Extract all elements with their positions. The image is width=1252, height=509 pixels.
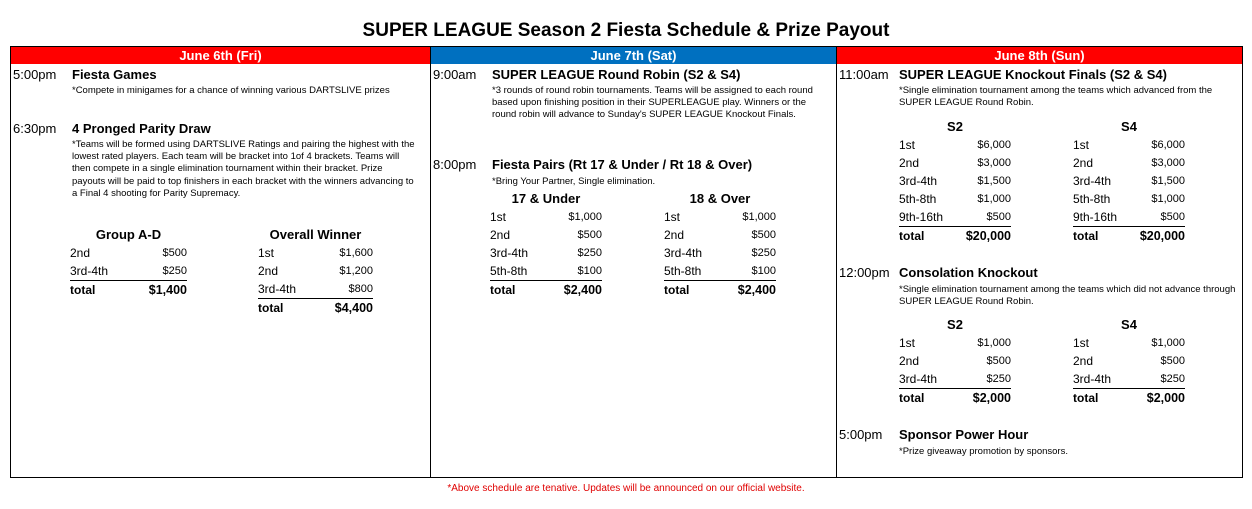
prize-place: 5th-8th: [1073, 192, 1111, 206]
event-time: 11:00am: [839, 67, 889, 82]
prize-total: $2,400: [737, 283, 776, 297]
prize-place: 3rd-4th: [490, 246, 529, 260]
prize-amount: $250: [162, 265, 187, 277]
prize-total-row: [899, 227, 1011, 245]
event-time: 5:00pm: [13, 67, 57, 82]
event-name: Fiesta Pairs (Rt 17 & Under / Rt 18 & Over): [492, 157, 753, 172]
prize-amount: $500: [162, 247, 187, 259]
prize-amount: $250: [577, 247, 602, 259]
prize-table-title: S2: [947, 317, 963, 332]
prize-total-row: [490, 281, 602, 299]
prize-row: [1073, 154, 1185, 172]
prize-total-label: total: [70, 283, 96, 297]
prize-row: [664, 244, 776, 262]
prize-place: 3rd-4th: [1073, 372, 1112, 386]
prize-row: [899, 370, 1011, 389]
prize-row: [258, 262, 373, 280]
prize-amount: $500: [1160, 355, 1185, 367]
prize-row: [1073, 334, 1185, 352]
prize-amount: $250: [986, 373, 1011, 385]
prize-table-knockout-s4: [1073, 118, 1185, 245]
prize-total: $1,400: [148, 283, 187, 297]
prize-place: 1st: [899, 138, 916, 152]
prize-row: [490, 262, 602, 281]
prize-amount: $1,500: [977, 175, 1011, 187]
prize-amount: $1,000: [1151, 337, 1185, 349]
event-name: SUPER LEAGUE Round Robin (S2 & S4): [492, 67, 741, 82]
prize-table-group-a-d: [70, 226, 187, 299]
event-name: SUPER LEAGUE Knockout Finals (S2 & S4): [899, 67, 1167, 82]
prize-place: 2nd: [1073, 156, 1094, 170]
prize-total-row: [664, 281, 776, 299]
prize-place: 2nd: [70, 246, 91, 260]
day-column-fri: [11, 47, 431, 477]
prize-place: 2nd: [899, 354, 920, 368]
prize-total-row: [258, 299, 373, 317]
prize-amount: $6,000: [977, 139, 1011, 151]
prize-total-row: [70, 281, 187, 299]
day-header: June 7th (Sat): [431, 47, 836, 64]
prize-total: $2,000: [1146, 391, 1185, 405]
prize-row: [70, 244, 187, 262]
prize-total-label: total: [490, 283, 516, 297]
day-header: June 8th (Sun): [837, 47, 1242, 64]
event-time: 6:30pm: [13, 121, 57, 136]
prize-table-18-over: [664, 190, 776, 299]
prize-table-title: 17 & Under: [511, 191, 581, 206]
prize-place: 1st: [1073, 336, 1090, 350]
prize-row: [899, 136, 1011, 154]
prize-amount: $100: [577, 265, 602, 277]
schedule-grid: [10, 46, 1243, 478]
prize-row: [1073, 136, 1185, 154]
prize-row: [664, 208, 776, 226]
event-time: 9:00am: [433, 67, 477, 82]
prize-row: [70, 262, 187, 281]
event-description: *Compete in minigames for a chance of winning various DARTSLIVE prizes: [72, 85, 390, 96]
prize-row: [258, 244, 373, 262]
prize-place: 3rd-4th: [258, 282, 297, 296]
prize-total-label: total: [1073, 229, 1099, 243]
prize-place: 5th-8th: [899, 192, 937, 206]
prize-place: 3rd-4th: [70, 264, 109, 278]
prize-place: 2nd: [490, 228, 511, 242]
prize-row: [1073, 172, 1185, 190]
prize-total-label: total: [1073, 391, 1099, 405]
prize-total-row: [899, 389, 1011, 407]
prize-amount: $1,000: [977, 193, 1011, 205]
prize-place: 3rd-4th: [1073, 174, 1112, 188]
event-description: *Single elimination tournament among the teams which advanced from the SUPER LEAGUE Round Robin.: [899, 85, 1213, 109]
prize-row: [490, 208, 602, 226]
event-name: 4 Pronged Parity Draw: [72, 121, 211, 136]
event-description: *Single elimination tournament among the teams which did not advance through SUPER LEAGUE Round Robin.: [899, 284, 1236, 308]
event-time: 12:00pm: [839, 265, 890, 280]
prize-place: 1st: [258, 246, 275, 260]
prize-place: 5th-8th: [490, 264, 528, 278]
prize-amount: $1,200: [339, 265, 373, 277]
prize-total: $4,400: [334, 301, 373, 315]
prize-total-row: [1073, 389, 1185, 407]
prize-amount: $1,600: [339, 247, 373, 259]
prize-total-label: total: [899, 229, 925, 243]
prize-total-label: total: [664, 283, 690, 297]
prize-place: 9th-16th: [899, 210, 944, 224]
event-time: 8:00pm: [433, 157, 477, 172]
prize-table-title: S2: [947, 119, 963, 134]
prize-table-17-under: [490, 190, 602, 299]
prize-amount: $1,000: [568, 211, 602, 223]
prize-row: [899, 334, 1011, 352]
prize-place: 9th-16th: [1073, 210, 1118, 224]
prize-table-overall-winner: [258, 226, 373, 317]
footnote: *Above schedule are tenative. Updates will be announced on our official website.: [447, 483, 805, 494]
prize-total: $2,000: [972, 391, 1011, 405]
prize-amount: $250: [1160, 373, 1185, 385]
prize-table-consolation-s2: [899, 316, 1011, 407]
prize-row: [490, 226, 602, 244]
prize-row: [1073, 370, 1185, 389]
prize-amount: $1,000: [1151, 193, 1185, 205]
event-name: Consolation Knockout: [899, 265, 1038, 280]
prize-amount: $500: [986, 355, 1011, 367]
prize-row: [664, 262, 776, 281]
page-title: SUPER LEAGUE Season 2 Fiesta Schedule & Prize Payout: [362, 20, 890, 41]
prize-amount: $1,500: [1151, 175, 1185, 187]
prize-place: 2nd: [899, 156, 920, 170]
day-column-sun: [837, 47, 1242, 477]
prize-amount: $100: [751, 265, 776, 277]
event-description: *Prize giveaway promotion by sponsors.: [899, 446, 1068, 457]
prize-row: [490, 244, 602, 262]
prize-table-title: Group A-D: [95, 227, 162, 242]
prize-table-title: Overall Winner: [269, 227, 362, 242]
event-name: Fiesta Games: [72, 67, 157, 82]
prize-total-label: total: [899, 391, 925, 405]
day-column-sat: [431, 47, 837, 477]
prize-place: 3rd-4th: [664, 246, 703, 260]
prize-amount: $500: [986, 211, 1011, 223]
prize-total-label: total: [258, 301, 284, 315]
prize-place: 3rd-4th: [899, 174, 938, 188]
prize-row: [899, 154, 1011, 172]
prize-row: [899, 352, 1011, 370]
prize-row: [899, 172, 1011, 190]
prize-row: [899, 190, 1011, 208]
prize-amount: $250: [751, 247, 776, 259]
prize-table-title: S4: [1121, 119, 1137, 134]
prize-row: [899, 208, 1011, 227]
event-description: *Bring Your Partner, Single elimination.: [492, 176, 656, 187]
prize-place: 1st: [490, 210, 507, 224]
prize-amount: $500: [751, 229, 776, 241]
prize-row: [1073, 190, 1185, 208]
prize-table-knockout-s2: [899, 118, 1011, 245]
prize-place: 2nd: [258, 264, 279, 278]
prize-total-row: [1073, 227, 1185, 245]
prize-row: [258, 280, 373, 299]
prize-place: 1st: [1073, 138, 1090, 152]
prize-place: 5th-8th: [664, 264, 702, 278]
prize-table-title: 18 & Over: [689, 191, 751, 206]
prize-amount: $800: [348, 283, 373, 295]
prize-place: 2nd: [1073, 354, 1094, 368]
prize-row: [664, 226, 776, 244]
prize-amount: $1,000: [977, 337, 1011, 349]
prize-table-title: S4: [1121, 317, 1137, 332]
prize-amount: $3,000: [1151, 157, 1185, 169]
prize-amount: $500: [577, 229, 602, 241]
prize-place: 3rd-4th: [899, 372, 938, 386]
prize-table-consolation-s4: [1073, 316, 1185, 407]
prize-row: [1073, 208, 1185, 227]
prize-place: 1st: [899, 336, 916, 350]
prize-row: [1073, 352, 1185, 370]
prize-total: $20,000: [965, 229, 1011, 243]
prize-place: 2nd: [664, 228, 685, 242]
event-name: Sponsor Power Hour: [899, 427, 1029, 442]
prize-amount: $3,000: [977, 157, 1011, 169]
prize-place: 1st: [664, 210, 681, 224]
prize-amount: $6,000: [1151, 139, 1185, 151]
day-header: June 6th (Fri): [11, 47, 430, 64]
event-description: *3 rounds of round robin tournaments. Teams will be assigned to each round based upon finishing position in their SUPERLEAGUE play. Winners or the round robin will advance to Sunday's SUPER LEAGUE Knockout Finals.: [492, 85, 813, 121]
prize-total: $20,000: [1139, 229, 1185, 243]
prize-amount: $1,000: [742, 211, 776, 223]
prize-amount: $500: [1160, 211, 1185, 223]
prize-total: $2,400: [563, 283, 602, 297]
event-time: 5:00pm: [839, 427, 883, 442]
event-description: *Teams will be formed using DARTSLIVE Ratings and pairing the highest with the lowest rated players. Each team will be bracket into 1of 4 brackets. Teams will then compete in a single elimination tournament within their bracket. Prize payouts will be paid to top finishers in each bracket with the winners advancing to a Final 4 shooting for Parity Supremacy.: [72, 139, 415, 199]
